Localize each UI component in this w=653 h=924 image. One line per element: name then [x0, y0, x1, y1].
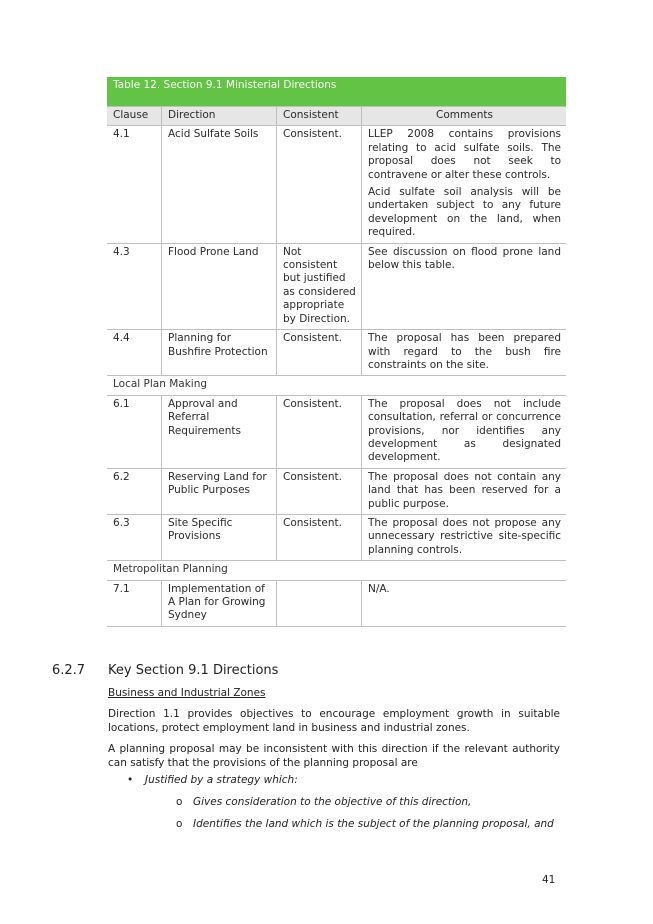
table-caption: Table 12. Section 9.1 Ministerial Directions — [107, 77, 566, 107]
sub-bullet-text: Identifies the land which is the subject of the planning proposal, and — [193, 818, 554, 830]
consistent-cell: Consistent. — [277, 468, 362, 514]
comment-text: LLEP 2008 contains provisions relating to acid sulfate soils. The proposal does not seek to contravene or alter these controls. — [368, 128, 561, 181]
comment-text: The proposal does not propose any unnecessary restrictive site-specific planning controls. — [368, 516, 561, 556]
table-row — [107, 395, 566, 468]
direction-cell: Implementation of A Plan for Growing Sydney — [162, 580, 277, 626]
clause-cell: 6.1 — [107, 395, 162, 468]
table-row — [107, 514, 566, 560]
section-label: Local Plan Making — [107, 376, 566, 395]
table-row — [107, 243, 566, 329]
bullet-icon: • — [127, 774, 134, 786]
clause-cell: 6.3 — [107, 514, 162, 560]
sub-bullet-icon: o — [176, 818, 183, 830]
header-comments: Comments — [362, 107, 567, 126]
table-row — [107, 126, 566, 243]
header-clause: Clause — [107, 107, 162, 126]
table-caption-row — [107, 77, 566, 107]
table-row — [107, 330, 566, 376]
comments-cell — [362, 243, 567, 329]
consistent-cell: Consistent. — [277, 126, 362, 243]
direction-cell: Site Specific Provisions — [162, 514, 277, 560]
header-direction: Direction — [162, 107, 277, 126]
clause-cell: 4.3 — [107, 243, 162, 329]
clause-cell: 7.1 — [107, 580, 162, 626]
table-header-row — [107, 107, 566, 126]
clause-cell: 4.1 — [107, 126, 162, 243]
clause-cell: 4.4 — [107, 330, 162, 376]
section-number: 6.2.7 — [52, 663, 86, 678]
consistent-cell — [277, 580, 362, 626]
sub-bullet-text: Gives consideration to the objective of this direction, — [193, 796, 472, 808]
clause-cell: 6.2 — [107, 468, 162, 514]
section-heading: Key Section 9.1 Directions — [108, 663, 279, 678]
direction-cell: Approval and Referral Requirements — [162, 395, 277, 468]
comments-cell — [362, 330, 567, 376]
paragraph: Direction 1.1 provides objectives to encourage employment growth in suitable locations, protect employment land in business and industrial zones. — [108, 708, 560, 734]
comment-text: The proposal does not contain any land that has been reserved for a public purpose. — [368, 470, 561, 510]
sub-bullet-icon: o — [176, 796, 183, 808]
direction-cell: Acid Sulfate Soils — [162, 126, 277, 243]
comment-text: The proposal has been prepared with regard to the bush fire constraints on the site. — [368, 332, 561, 371]
consistent-cell: Consistent. — [277, 395, 362, 468]
comments-cell — [362, 395, 567, 468]
ministerial-directions-table — [107, 77, 566, 627]
header-consistent: Consistent — [277, 107, 362, 126]
consistent-cell: Consistent. — [277, 514, 362, 560]
direction-cell: Flood Prone Land — [162, 243, 277, 329]
subheading: Business and Industrial Zones — [108, 687, 266, 699]
comments-cell — [362, 514, 567, 560]
table-row — [107, 580, 566, 626]
consistent-cell: Consistent. — [277, 330, 362, 376]
comments-cell — [362, 126, 567, 243]
section-label: Metropolitan Planning — [107, 561, 566, 580]
page-number: 41 — [542, 874, 556, 886]
comment-text: The proposal does not include consultation, referral or concurrence provisions, nor identifies any development as designated development. — [368, 397, 561, 464]
paragraph: A planning proposal may be inconsistent with this direction if the relevant authority can satisfy that the provisions of the planning proposal are — [108, 743, 560, 769]
direction-cell: Reserving Land for Public Purposes — [162, 468, 277, 514]
comment-text: N/A. — [368, 582, 390, 595]
table-row — [107, 468, 566, 514]
consistent-cell: Not consistent but justified as considered appropriate by Direction. — [277, 243, 362, 329]
comments-cell — [362, 580, 567, 626]
section-row-metropolitan-planning — [107, 561, 566, 580]
comment-text: Acid sulfate soil analysis will be undertaken subject to any future development on the land, when required. — [368, 186, 561, 239]
comments-cell — [362, 468, 567, 514]
direction-cell: Planning for Bushfire Protection — [162, 330, 277, 376]
comment-text: See discussion on flood prone land below this table. — [368, 245, 561, 272]
section-row-local-plan-making — [107, 376, 566, 395]
bullet-text: Justified by a strategy which: — [145, 774, 298, 786]
